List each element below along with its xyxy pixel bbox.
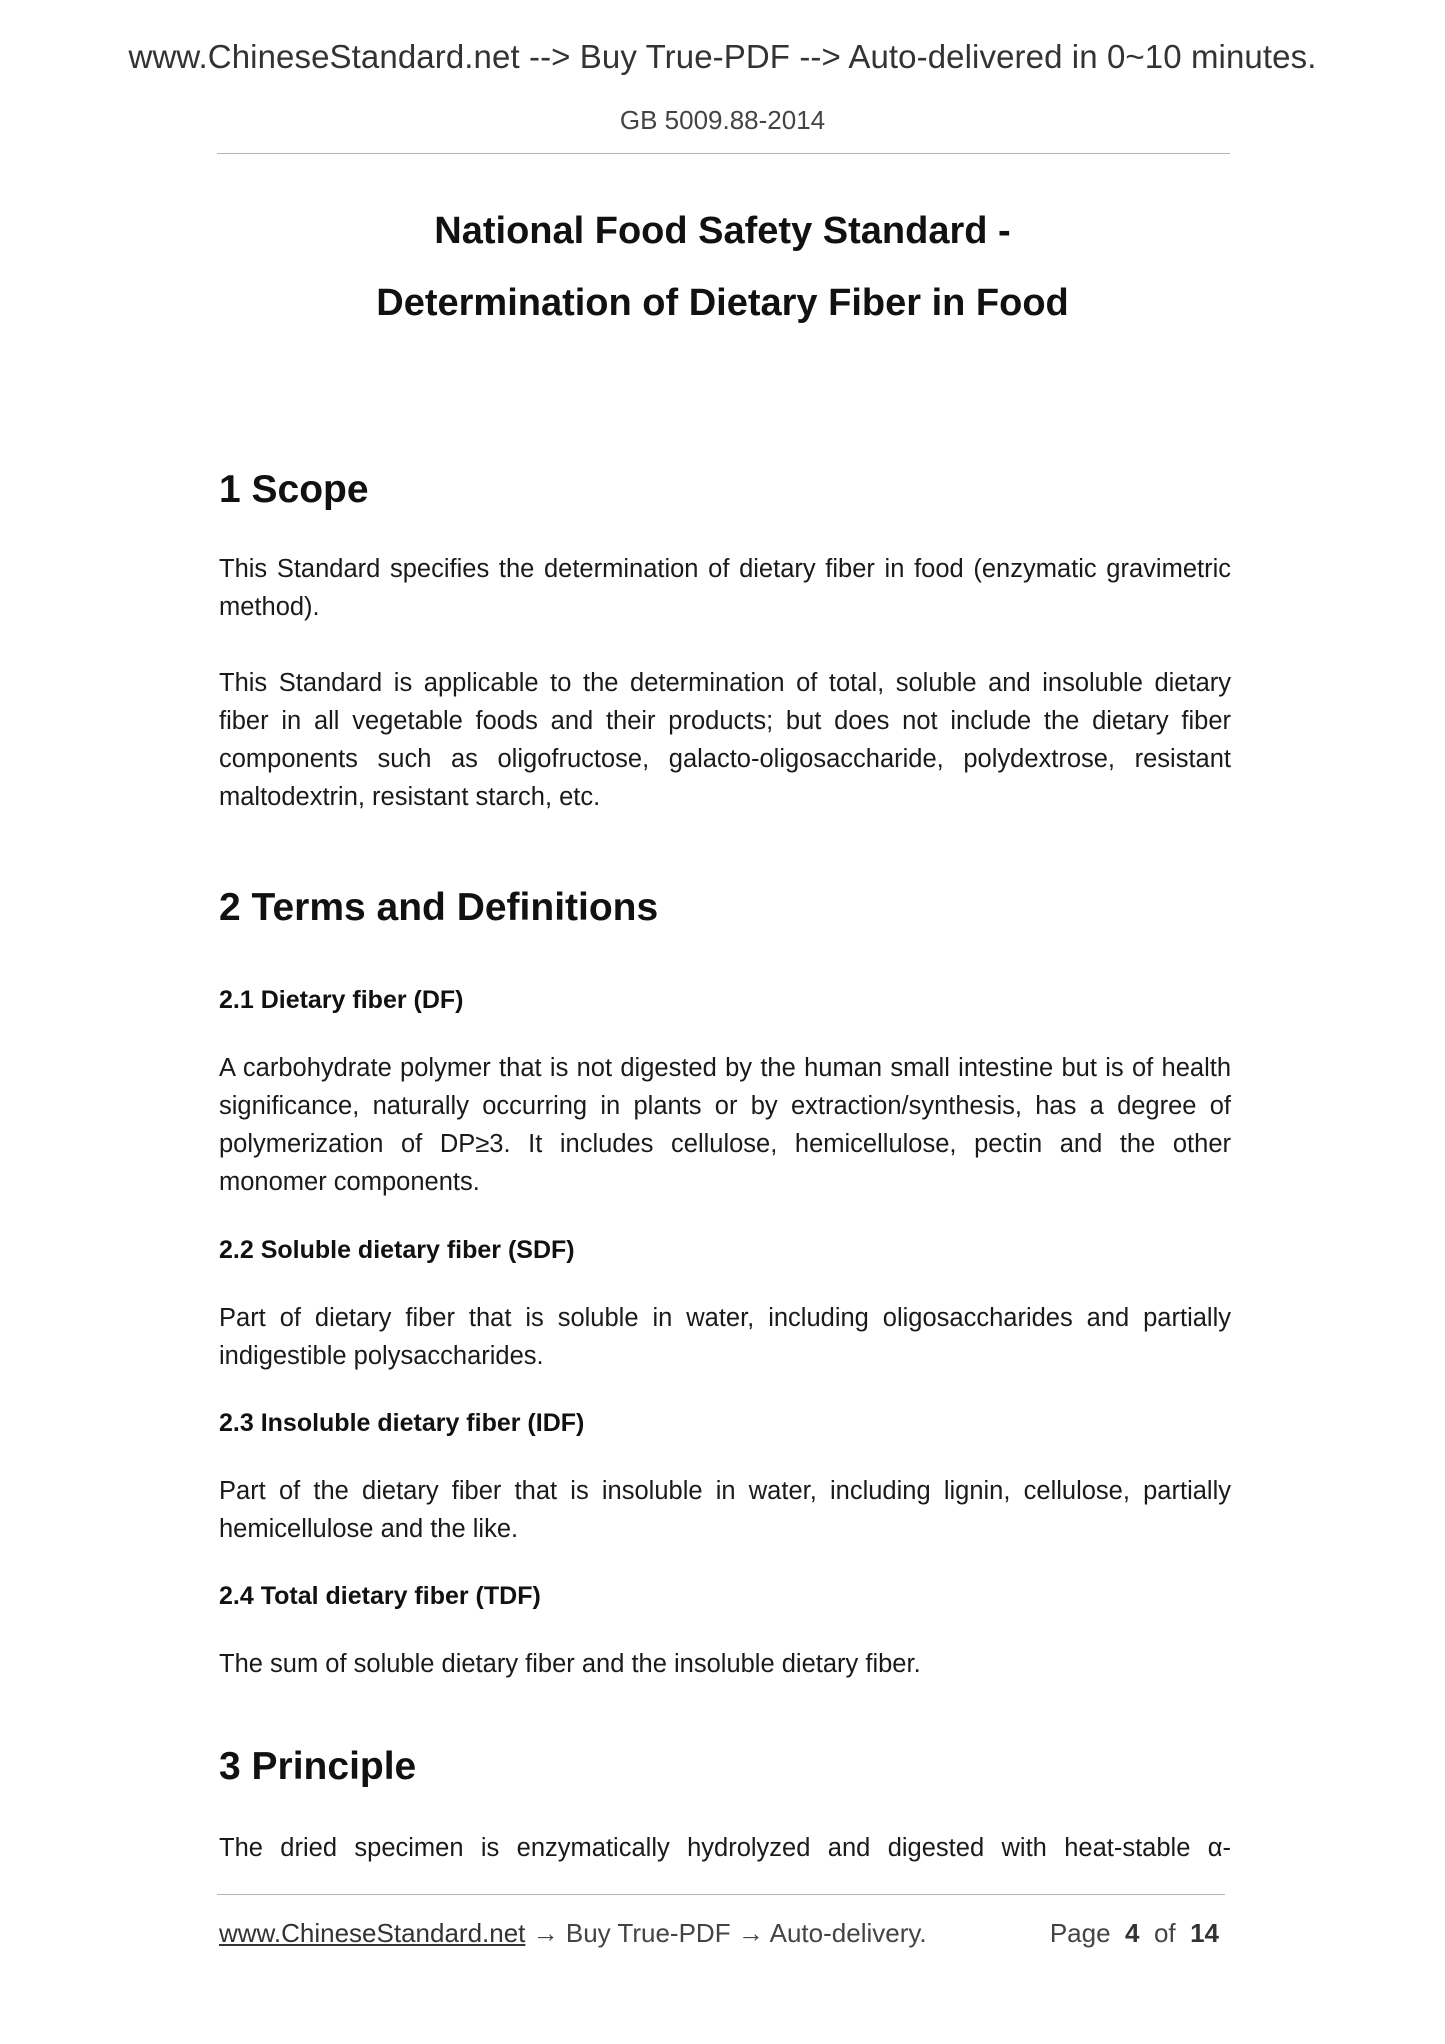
term-text-total-fiber: The sum of soluble dietary fiber and the insoluble dietary fiber. <box>219 1650 921 1678</box>
page-of-label: of <box>1153 1918 1176 1948</box>
term-heading-insoluble-fiber: 2.3 Insoluble dietary fiber (IDF) <box>219 1409 585 1437</box>
site-banner: www.ChineseStandard.net --> Buy True-PDF --> Auto-delivered in 0~10 minutes. <box>128 38 1317 75</box>
arrow-right-icon: → <box>737 1918 764 1948</box>
document-id: GB 5009.88-2014 <box>619 105 826 135</box>
footer-delivery-text: Auto-delivery. <box>769 1918 927 1948</box>
term-heading-soluble-fiber: 2.2 Soluble dietary fiber (SDF) <box>219 1236 575 1264</box>
scope-paragraph-2: This Standard is applicable to the determination of total, soluble and insoluble dietary fiber in all vegetable foods and their products; but does not include the dietary fiber components such as oligofructose, galacto-oligosaccharide, polydextrose, resistant maltodextrin, resistant starch, etc. <box>219 669 1231 811</box>
page-total: 14 <box>1190 1918 1219 1948</box>
scope-paragraph-1: This Standard specifies the determination of dietary fiber in food (enzymatic gravimetric method). <box>219 555 1231 621</box>
header-divider <box>217 153 1230 154</box>
term-heading-dietary-fiber: 2.1 Dietary fiber (DF) <box>219 986 464 1014</box>
title-line-1: National Food Safety Standard - <box>434 210 1011 252</box>
term-heading-total-fiber: 2.4 Total dietary fiber (TDF) <box>219 1582 541 1610</box>
page-indicator <box>1050 1918 1219 1949</box>
principle-paragraph-1: The dried specimen is enzymatically hydrolyzed and digested with heat-stable α- <box>219 1834 1231 1862</box>
section-heading-terms: 2 Terms and Definitions <box>219 886 659 929</box>
term-text-dietary-fiber: A carbohydrate polymer that is not digested by the human small intestine but is of health significance, naturally occurring in plants or by extraction/synthesis, has a degree of polymerization of DP≥3. It includes cellulose, hemicellulose, pectin and the other monomer components. <box>219 1054 1231 1196</box>
section-heading-scope: 1 Scope <box>219 468 369 511</box>
section-heading-principle: 3 Principle <box>219 1745 417 1788</box>
title-line-2: Determination of Dietary Fiber in Food <box>376 282 1069 324</box>
footer-site-link[interactable]: www.ChineseStandard.net <box>219 1918 526 1948</box>
page-label: Page <box>1049 1918 1111 1948</box>
page-footer <box>219 1918 1225 1952</box>
footer-buy-text: Buy True-PDF <box>565 1918 731 1948</box>
footer-divider <box>217 1894 1225 1895</box>
term-text-soluble-fiber: Part of dietary fiber that is soluble in water, including oligosaccharides and partially indigestible polysaccharides. <box>219 1304 1231 1370</box>
term-text-insoluble-fiber: Part of the dietary fiber that is insoluble in water, including lignin, cellulose, partially hemicellulose and the like. <box>219 1477 1231 1543</box>
page-current: 4 <box>1125 1918 1140 1948</box>
arrow-right-icon: → <box>532 1918 559 1948</box>
